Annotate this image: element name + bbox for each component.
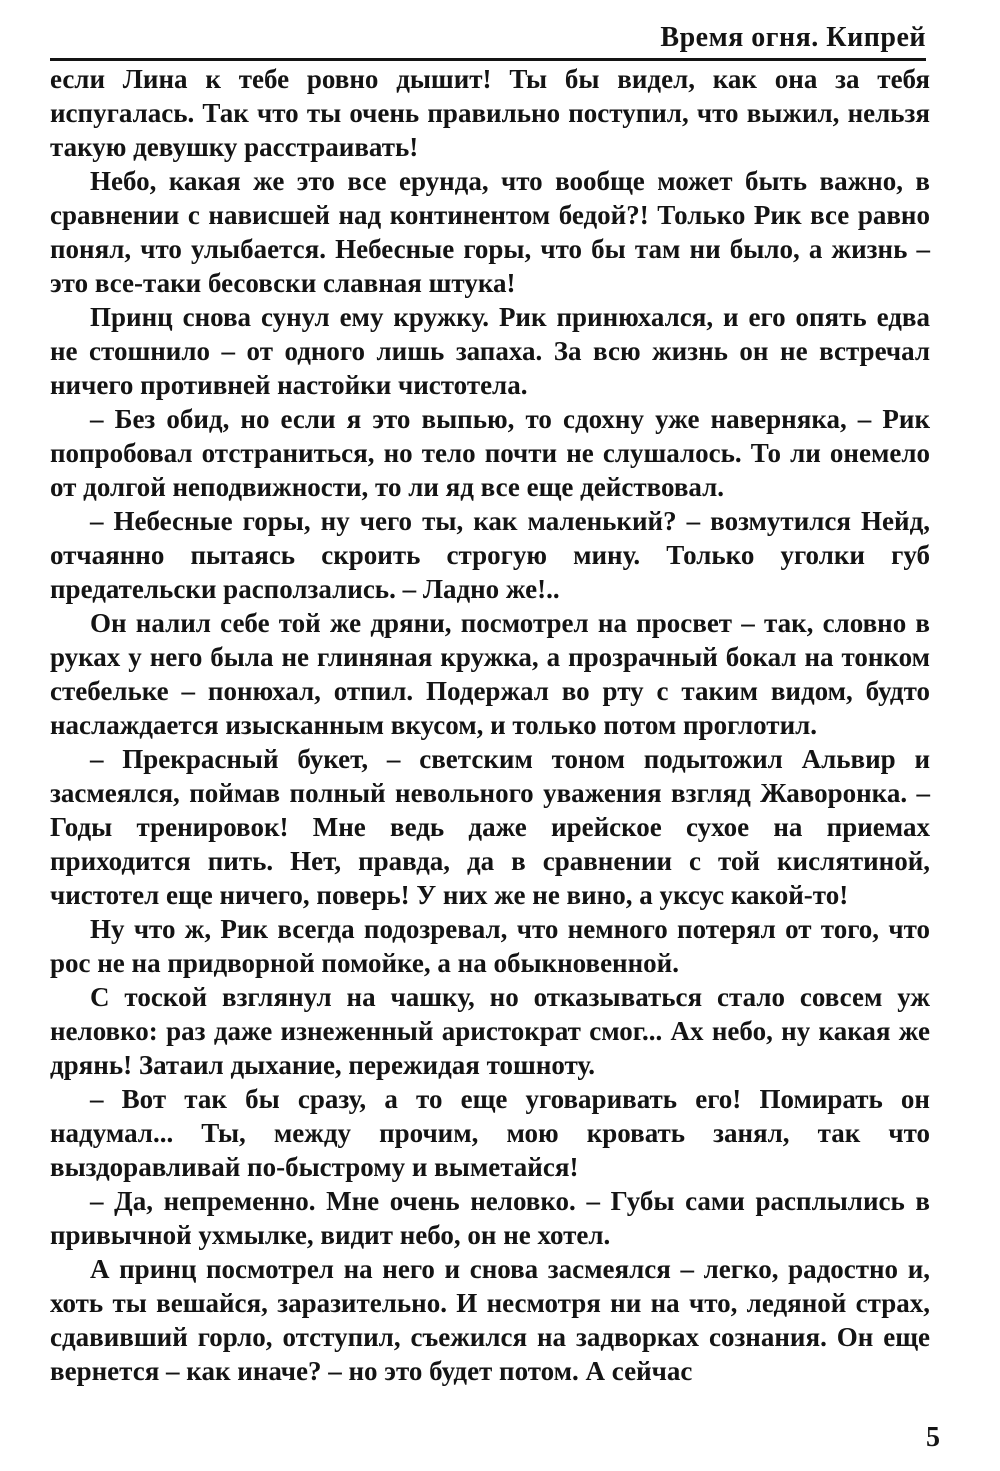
paragraph: Ну что ж, Рик всегда подозревал, что немного потерял от того, что рос не на придворной помойке, а на обыкновенной.: [50, 914, 930, 978]
paragraph: А принц посмотрел на него и снова засмеялся – легко, радостно и, хоть ты вешайся, заразительно. И несмотря ни на что, ледяной страх, сдавивший горло, отступил, съежился на задворках сознания. Он еще вернется – как иначе? – но это будет потом. А сейчас: [50, 1254, 930, 1386]
running-header: Время огня. Кипрей: [660, 22, 926, 53]
paragraph: Он налил себе той же дряни, посмотрел на просвет – так, словно в руках у него была не глиняная кружка, а прозрачный бокал на тонком стебельке – понюхал, отпил. Подержал во рту с таким видом, будто наслаждается изысканным вкусом, и только потом проглотил.: [50, 608, 930, 740]
paragraph: С тоской взглянул на чашку, но отказываться стало совсем уж неловко: раз даже изнеженный аристократ смог... Ах небо, ну какая же дрянь! Затаил дыхание, пережидая тошноту.: [50, 982, 930, 1080]
header-rule: [50, 58, 926, 61]
body-text: [50, 62, 930, 1388]
paragraph: – Без обид, но если я это выпью, то сдохну уже наверняка, – Рик попробовал отстраниться, но тело почти не слушалось. То ли онемело от долгой неподвижности, то ли яд все еще действовал.: [50, 404, 930, 502]
paragraph: если Лина к тебе ровно дышит! Ты бы видел, как она за тебя испугалась. Так что ты очень правильно поступил, что выжил, нельзя такую девушку расстраивать!: [50, 64, 930, 162]
paragraph: Принц снова сунул ему кружку. Рик принюхался, и его опять едва не стошнило – от одного лишь запаха. За всю жизнь он не встречал ничего противней настойки чистотела.: [50, 302, 930, 400]
paragraph: Небо, какая же это все ерунда, что вообще может быть важно, в сравнении с нависшей над континентом бедой?! Только Рик все равно понял, что улыбается. Небесные горы, что бы там ни было, а жизнь – это все-таки бесовски славная штука!: [50, 166, 930, 298]
paragraph: – Да, непременно. Мне очень неловко. – Губы сами расплылись в привычной ухмылке, видит небо, он не хотел.: [50, 1186, 930, 1250]
paragraph: – Вот так бы сразу, а то еще уговаривать его! Помирать он надумал... Ты, между прочим, мою кровать занял, так что выздоравливай по-быстрому и выметайся!: [50, 1084, 930, 1182]
paragraph: – Небесные горы, ну чего ты, как маленький? – возмутился Нейд, отчаянно пытаясь скроить строгую мину. Только уголки губ предательски расползались. – Ладно же!..: [50, 506, 930, 604]
paragraph: – Прекрасный букет, – светским тоном подытожил Альвир и засмеялся, поймав полный невольного уважения взгляд Жаворонка. – Годы тренировок! Мне ведь даже ирейское сухое на приемах приходится пить. Нет, правда, да в сравнении с той кислятиной, чистотел еще ничего, поверь! У них же не вино, а уксус какой-то!: [50, 744, 930, 910]
book-page: [50, 14, 940, 1454]
page-number: 5: [926, 1422, 940, 1453]
